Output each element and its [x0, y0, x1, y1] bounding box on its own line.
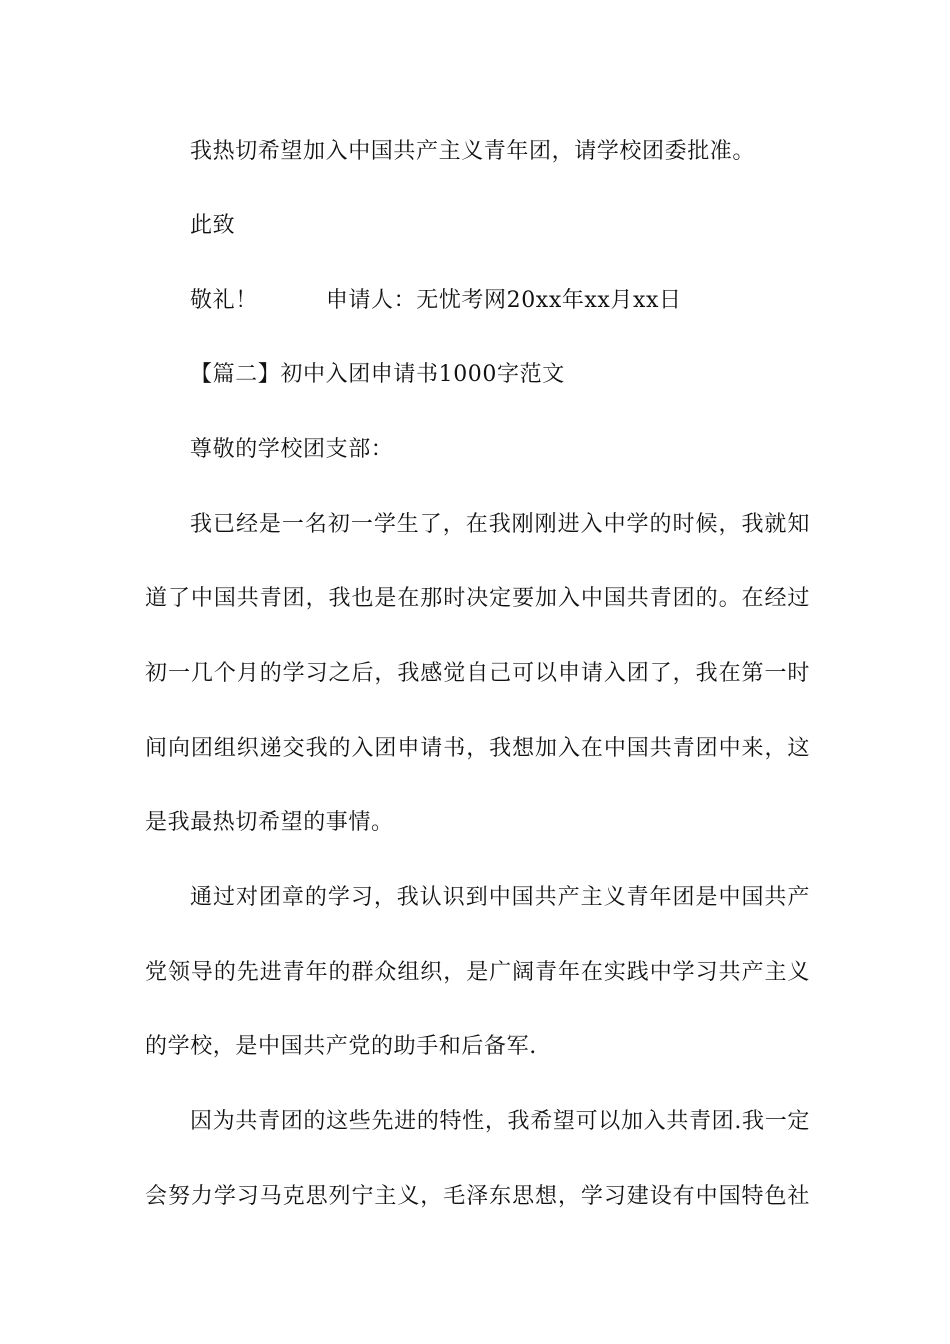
closing-paragraph: 我热切希望加入中国共产主义青年团，请学校团委批准。	[190, 139, 756, 164]
paragraph-2-line-1: 通过对团章的学习，我认识到中国共产主义青年团是中国共产	[190, 885, 810, 910]
paragraph-1-line-2: 道了中国共青团，我也是在那时决定要加入中国共青团的。在经过	[145, 586, 810, 611]
paragraph-1-line-4: 间向团组织递交我的入团申请书，我想加入在中国共青团中来，这	[145, 736, 810, 761]
paragraph-2-line-2: 党领导的先进青年的群众组织，是广阔青年在实践中学习共产主义	[145, 960, 810, 985]
paragraph-2-line-3: 的学校，是中国共产党的助手和后备军.	[145, 1034, 537, 1059]
greeting: 尊敬的学校团支部：	[190, 437, 394, 462]
salutation-close: 此致	[190, 213, 236, 238]
paragraph-1-line-3: 初一几个月的学习之后，我感觉自己可以申请入团了，我在第一时	[145, 661, 810, 686]
respect-text: 敬礼！	[190, 288, 258, 313]
section-heading: 【篇二】初中入团申请书1000字范文	[190, 362, 565, 387]
paragraph-1-line-5: 是我最热切希望的事情。	[145, 810, 394, 835]
paragraph-3-line-1: 因为共青团的这些先进的特性，我希望可以加入共青团.我一定	[190, 1109, 810, 1134]
paragraph-1-line-1: 我已经是一名初一学生了，在我刚刚进入中学的时候，我就知	[190, 512, 810, 537]
paragraph-3-line-2: 会努力学习马克思列宁主义，毛泽东思想，学习建设有中国特色社	[145, 1184, 810, 1209]
signature-text: 申请人：无忧考网20xx年xx月xx日	[325, 288, 682, 313]
respect-signature-line	[190, 286, 810, 316]
